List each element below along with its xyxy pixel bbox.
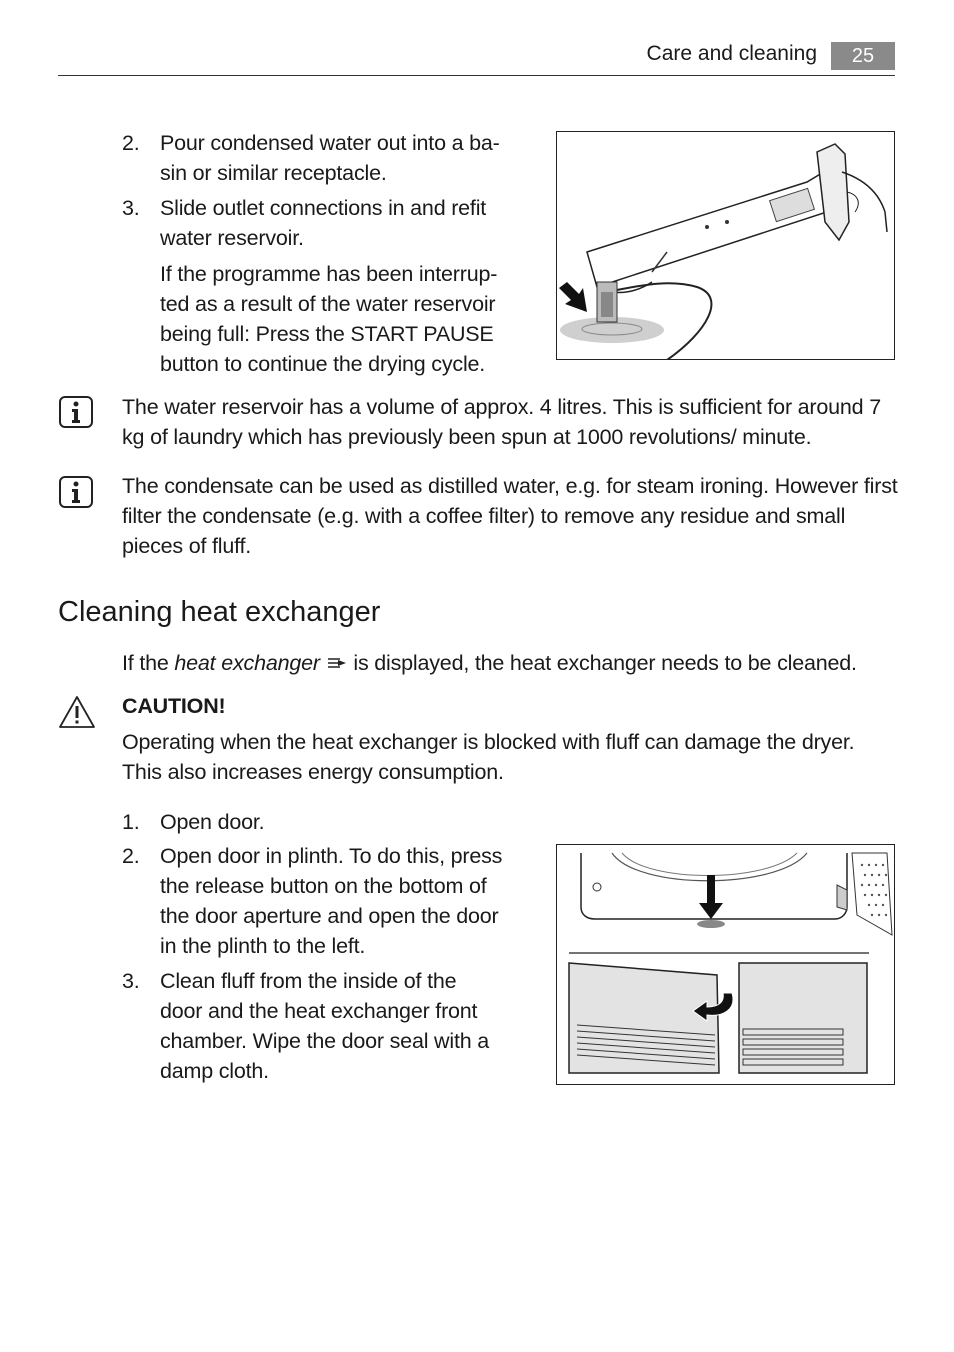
step-text: [160, 193, 486, 253]
note-line: If the programme has been interrup-: [160, 262, 498, 286]
step-line: Clean fluff from the inside of the: [160, 969, 457, 993]
step-line: damp cloth.: [160, 1059, 269, 1083]
step-number: 1.: [122, 810, 140, 834]
step-text: [160, 841, 502, 961]
step-line: Slide outlet connections in and refit: [160, 196, 487, 220]
intro-text: is displayed, the heat exchanger needs to be cleaned.: [347, 651, 857, 675]
info-paragraph: [122, 392, 881, 452]
info-line: The condensate can be used as distilled water, e.g. for steam ironing. However first: [122, 474, 898, 498]
step-number: 3.: [122, 196, 140, 220]
plinth-door-drawing: [557, 845, 894, 1084]
step-line: sin or similar receptacle.: [160, 161, 387, 185]
step-line: water reservoir.: [160, 226, 304, 250]
step-number: 2.: [122, 844, 140, 868]
step-note: [160, 259, 497, 379]
step-line: the door aperture and open the door: [160, 904, 499, 928]
step-line: Pour condensed water out into a ba-: [160, 131, 500, 155]
water-reservoir-illustration: [556, 131, 895, 360]
caution-title: CAUTION!: [122, 694, 226, 718]
section-heading: Cleaning heat exchanger: [58, 596, 381, 628]
header-rule: [58, 75, 895, 76]
info-icon: [59, 476, 93, 508]
plinth-door-illustration: [556, 844, 895, 1085]
step-line: Open door.: [160, 810, 265, 834]
info-line: filter the condensate (e.g. with a coffee filter) to remove any residue and small: [122, 504, 846, 528]
step-line: Open door in plinth. To do this, press: [160, 844, 503, 868]
note-line: button to continue the drying cycle.: [160, 352, 486, 376]
step-line: in the plinth to the left.: [160, 934, 366, 958]
intro-paragraph: [122, 648, 857, 679]
step-line: the release button on the bottom of: [160, 874, 487, 898]
page-number: 25: [831, 42, 895, 70]
caution-line: Operating when the heat exchanger is blocked with fluff can damage the dryer.: [122, 730, 855, 754]
water-reservoir-drawing: [557, 132, 894, 359]
step-number: 3.: [122, 969, 140, 993]
heat-exchanger-icon: [326, 649, 348, 679]
note-line: being full: Press the START PAUSE: [160, 322, 494, 346]
caution-text: [122, 727, 854, 787]
note-line: ted as a result of the water reservoir: [160, 292, 496, 316]
intro-italic-term: heat exchanger: [174, 651, 320, 675]
step-number: 2.: [122, 131, 140, 155]
step-text: [160, 807, 264, 837]
caution-line: This also increases energy consumption.: [122, 760, 504, 784]
info-line: The water reservoir has a volume of approx. 4 litres. This is sufficient for around 7: [122, 395, 881, 419]
step-line: door and the heat exchanger front: [160, 999, 478, 1023]
info-line: kg of laundry which has previously been spun at 1000 revolutions/ minute.: [122, 425, 812, 449]
step-text: [160, 966, 489, 1086]
step-line: chamber. Wipe the door seal with a: [160, 1029, 490, 1053]
step-text: [160, 128, 500, 188]
header-section-title: Care and cleaning: [646, 42, 817, 65]
info-icon: [59, 396, 93, 428]
intro-text: If the: [122, 651, 175, 675]
info-paragraph: [122, 471, 898, 561]
warning-triangle-icon: [58, 695, 96, 734]
info-line: pieces of fluff.: [122, 534, 252, 558]
